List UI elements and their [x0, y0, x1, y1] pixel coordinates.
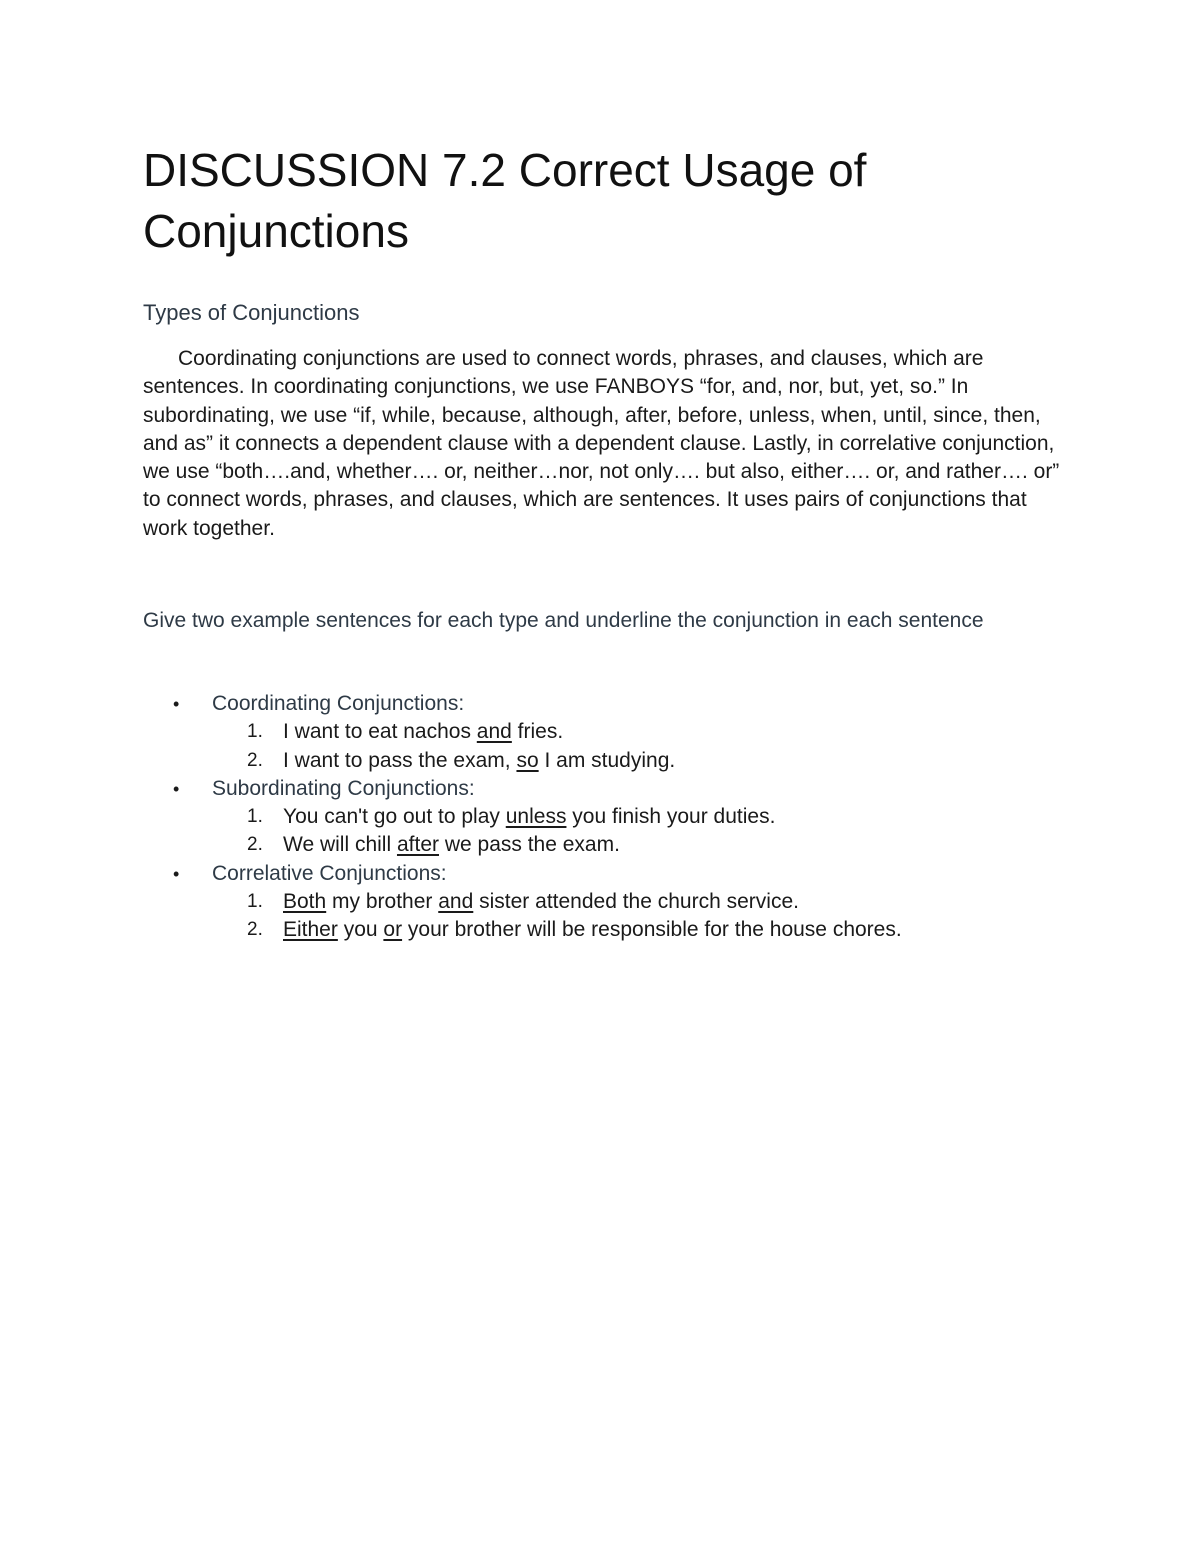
- sentence-text: I want to eat nachos: [283, 720, 477, 744]
- example-row: [143, 831, 1063, 859]
- example-sentence: [283, 747, 675, 775]
- type-label: Coordinating Conjunctions:: [212, 692, 465, 715]
- example-sentence: [283, 718, 563, 746]
- bullet-icon: •: [173, 694, 180, 714]
- sentence-text: I am studying.: [538, 748, 676, 772]
- sentence-text: you finish your duties.: [566, 805, 776, 829]
- example-sentence: [283, 916, 902, 944]
- underlined-conjunction: unless: [505, 805, 567, 829]
- underlined-conjunction: and: [438, 890, 474, 914]
- example-sentence: [283, 831, 620, 859]
- sentence-text: we pass the exam.: [439, 833, 620, 857]
- underlined-conjunction: and: [476, 720, 512, 744]
- list-item: [143, 690, 1063, 718]
- body-paragraph: Coordinating conjunctions are used to connect words, phrases, and clauses, which are sentences. In coordinating conjunctions, we use FANBOYS “for, and, nor, but, yet, so.” In subordinating, we use “if, while, because, although, after, before, unless, when, until, since, then, and as” it connects a dependent clause with a dependent clause. Lastly, in correlative conjunction, we use “both….and, whether…. or, neither…nor, not only…. but also, either…. or, and rather…. or” to connect words, phrases, and clauses, which are sentences. It uses pairs of conjunctions that work together.: [143, 347, 1060, 540]
- example-row: [143, 718, 1063, 746]
- example-row: [143, 747, 1063, 775]
- bullet-icon: •: [173, 778, 180, 799]
- underlined-conjunction: so: [516, 748, 539, 772]
- section-heading: Types of Conjunctions: [143, 300, 360, 325]
- example-sentence: [283, 888, 799, 916]
- example-number: 2.: [247, 834, 263, 856]
- sentence-text: my brother: [326, 890, 439, 914]
- sentence-text: fries.: [511, 720, 564, 744]
- type-label: Subordinating Conjunctions:: [212, 776, 475, 800]
- example-sentence: [283, 803, 775, 831]
- type-label: Correlative Conjunctions:: [212, 861, 447, 885]
- underlined-conjunction: after: [396, 833, 439, 857]
- example-number: 1.: [247, 891, 263, 913]
- sentence-text: your brother will be responsible for the house chores.: [402, 918, 902, 942]
- conjunction-type-list: [143, 690, 1063, 945]
- list-item: [143, 860, 1063, 888]
- underlined-conjunction: Both: [283, 890, 327, 914]
- sentence-text: you: [337, 918, 384, 942]
- sentence-text: We will chill: [283, 833, 397, 857]
- example-row: [143, 803, 1063, 831]
- sentence-text: You can't go out to play: [283, 805, 506, 829]
- example-number: 1.: [247, 721, 263, 743]
- sentence-text: I want to pass the exam,: [283, 748, 517, 772]
- example-row: [143, 916, 1063, 944]
- document-title: DISCUSSION 7.2 Correct Usage of Conjunctions: [143, 144, 867, 257]
- example-number: 2.: [247, 919, 263, 941]
- underlined-conjunction: or: [383, 918, 403, 942]
- assignment-prompt: Give two example sentences for each type and underline the conjunction in each sentence: [143, 609, 984, 632]
- list-item: [143, 775, 1063, 803]
- example-number: 1.: [247, 806, 263, 828]
- example-number: 2.: [247, 749, 263, 771]
- underlined-conjunction: Either: [283, 918, 338, 942]
- sentence-text: sister attended the church service.: [473, 890, 799, 914]
- bullet-icon: •: [173, 863, 180, 884]
- example-row: [143, 888, 1063, 916]
